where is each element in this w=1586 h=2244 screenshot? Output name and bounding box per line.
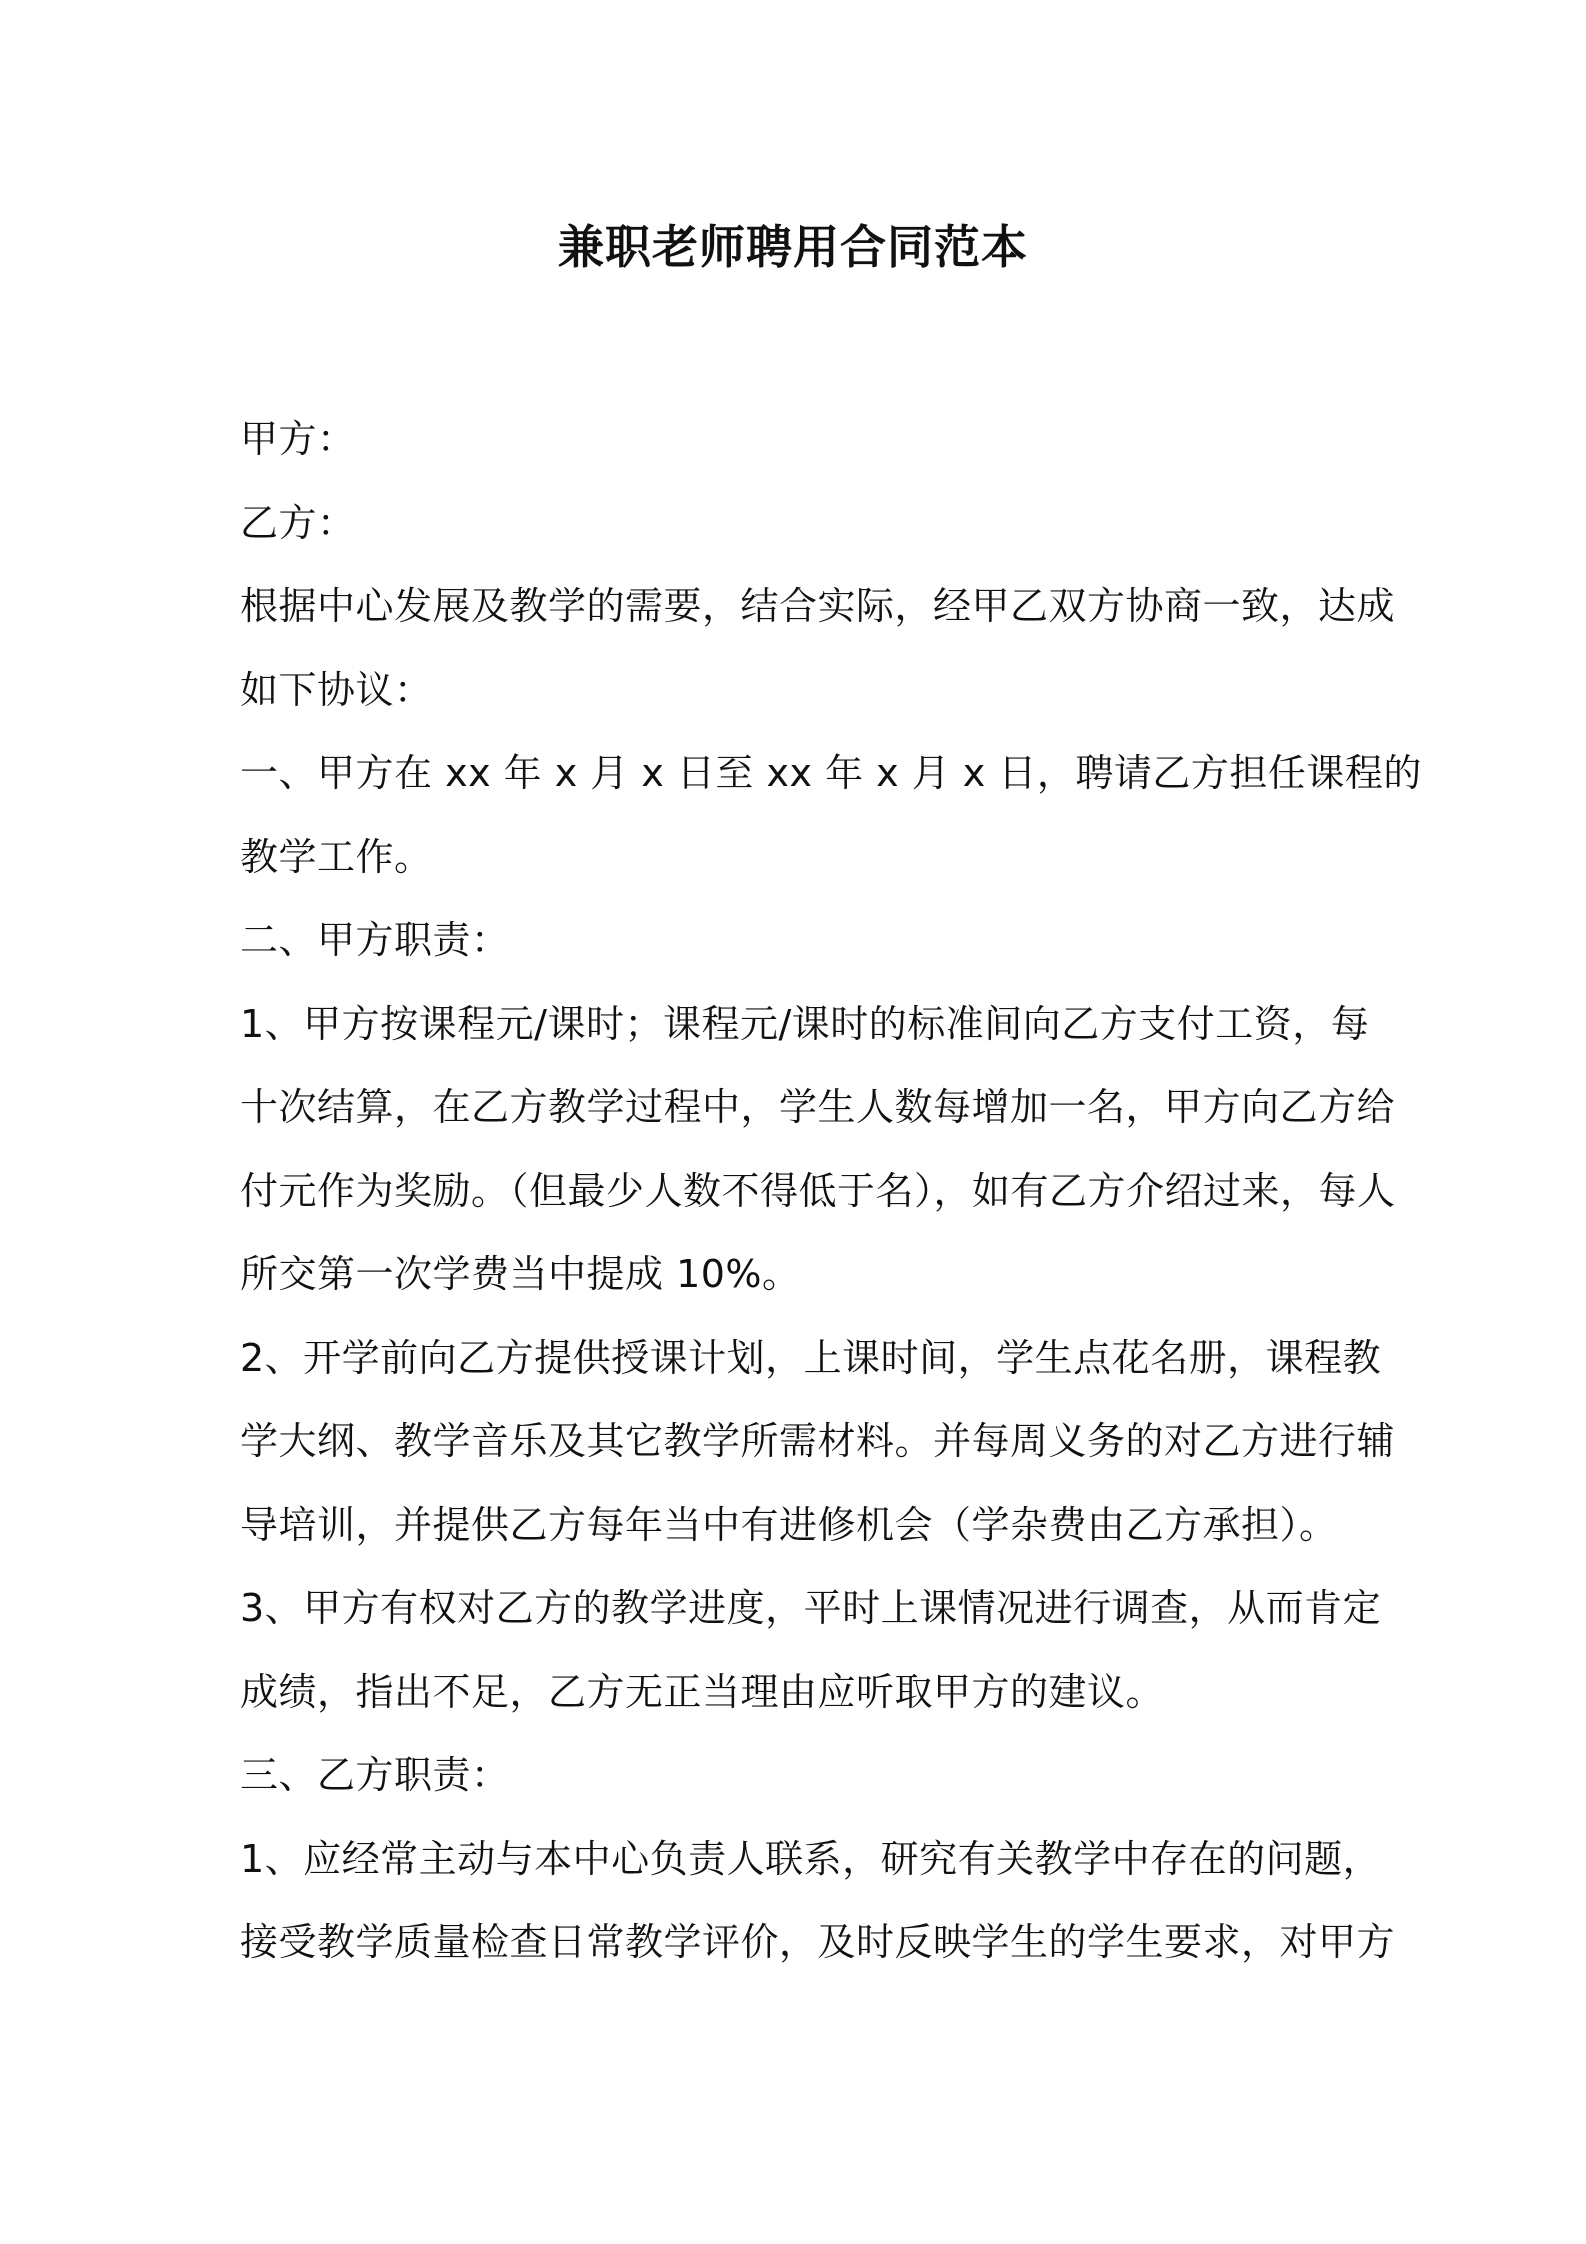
text-line: 1、甲方按课程元/课时；课程元/课时的标准间向乙方支付工资，每 [240, 1001, 1370, 1046]
text-line: 导培训，并提供乙方每年当中有进修机会（学杂费由乙方承担）。 [240, 1502, 1338, 1547]
document-title: 兼职老师聘用合同范本 [558, 220, 1028, 274]
text-line: 2、开学前向乙方提供授课计划，上课时间，学生点花名册，课程教 [240, 1335, 1382, 1380]
text-line: 十次结算，在乙方教学过程中，学生人数每增加一名，甲方向乙方给 [240, 1085, 1396, 1129]
text-line: 1、应经常主动与本中心负责人联系，研究有关教学中存在的问题， [240, 1836, 1382, 1881]
party-a-line: 甲方： [240, 417, 356, 461]
text-line: 一、甲方在 xx 年 x 月 x 日至 xx 年 x 月 x 日，聘请乙方担任课程的 [240, 751, 1422, 795]
text-line: 接受教学质量检查日常教学评价，及时反映学生的学生要求，对甲方 [240, 1920, 1396, 1964]
text-line: 成绩，指出不足，乙方无正当理由应听取甲方的建议。 [240, 1669, 1165, 1714]
document-body [240, 398, 1422, 1985]
text-line: 教学工作。 [240, 834, 433, 879]
section-heading: 二、甲方职责： [240, 918, 510, 962]
text-line: 根据中心发展及教学的需要，结合实际，经甲乙双方协商一致，达成 [240, 584, 1396, 628]
section-heading: 三、乙方职责： [240, 1753, 510, 1797]
text-line: 如下协议： [240, 667, 433, 712]
text-line: 付元作为奖励。（但最少人数不得低于名），如有乙方介绍过来，每人 [240, 1168, 1396, 1213]
text-line: 学大纲、教学音乐及其它教学所需材料。并每周义务的对乙方进行辅 [240, 1419, 1396, 1463]
text-line: 3、甲方有权对乙方的教学进度，平时上课情况进行调查，从而肯定 [240, 1586, 1382, 1630]
text-line: 所交第一次学费当中提成 10%。 [240, 1252, 801, 1296]
party-b-line: 乙方： [240, 500, 356, 545]
